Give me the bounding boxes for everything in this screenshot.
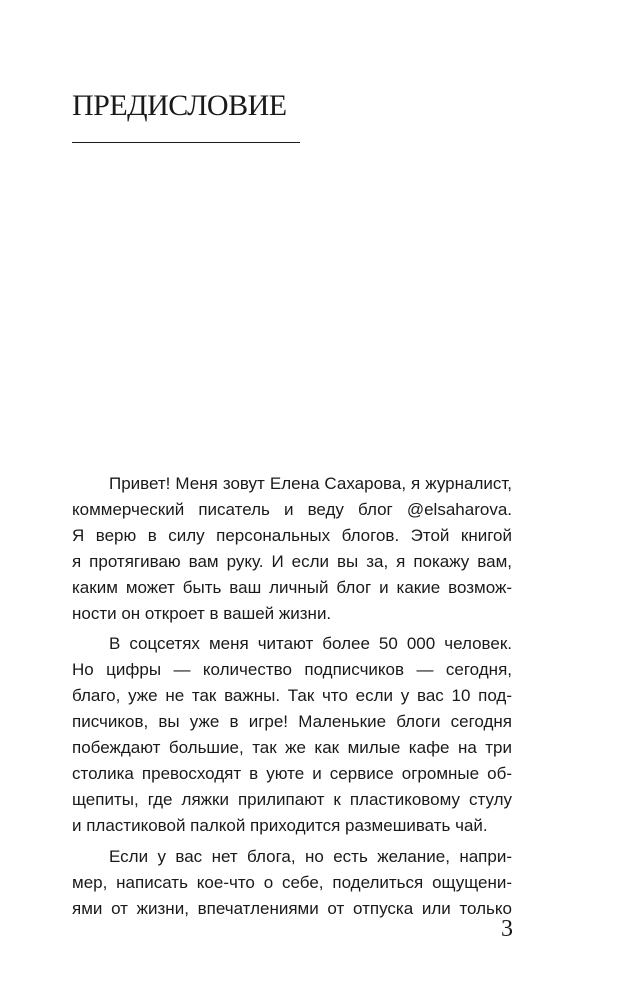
text-line: Привет! Меня зовут Елена Сахарова, я журналист, [109, 474, 512, 493]
page-number: 3 [501, 916, 513, 942]
text-line: мер, написать кое-что о себе, поделиться ощущени- [72, 872, 512, 892]
text-line: каким может быть ваш личный блог и какие возмож- [72, 577, 512, 597]
text-line: ности он откроет в вашей жизни. [72, 603, 332, 623]
heading-rule [72, 142, 300, 143]
text-line: Если у вас нет блога, но есть желание, напри- [109, 846, 512, 866]
text-line: и пластиковой палкой приходится размешивать чай. [72, 815, 488, 835]
text-line: ями от жизни, впечатлениями от отпуска или только [72, 898, 512, 918]
text-line: столика превосходят в уюте и сервисе огромные об- [72, 763, 512, 783]
text-line: Я верю в силу персональных блогов. Этой книгой [72, 525, 512, 545]
chapter-heading: ПРЕДИСЛОВИЕ [72, 89, 287, 122]
paragraph [72, 631, 512, 838]
text-line: В соцсетях меня читают более 50 000 человек. [109, 634, 512, 654]
text-line: щепиты, где ляжки прилипают к пластиковому стулу [72, 789, 512, 809]
text-line: Но цифры — количество подписчиков — сегодня, [72, 660, 512, 680]
text-line: я протягиваю вам руку. И если вы за, я покажу вам, [72, 551, 512, 571]
text-line: благо, уже не так важны. Так что если у вас 10 под- [72, 686, 512, 706]
body-text [72, 471, 512, 926]
text-line: побеждают большие, так же как милые кафе на три [72, 738, 512, 758]
text-line: писчиков, вы уже в игре! Маленькие блоги сегодня [72, 712, 512, 732]
paragraph [72, 471, 512, 626]
text-line: коммерческий писатель и веду блог @elsaharova. [72, 499, 512, 519]
paragraph [72, 844, 512, 922]
